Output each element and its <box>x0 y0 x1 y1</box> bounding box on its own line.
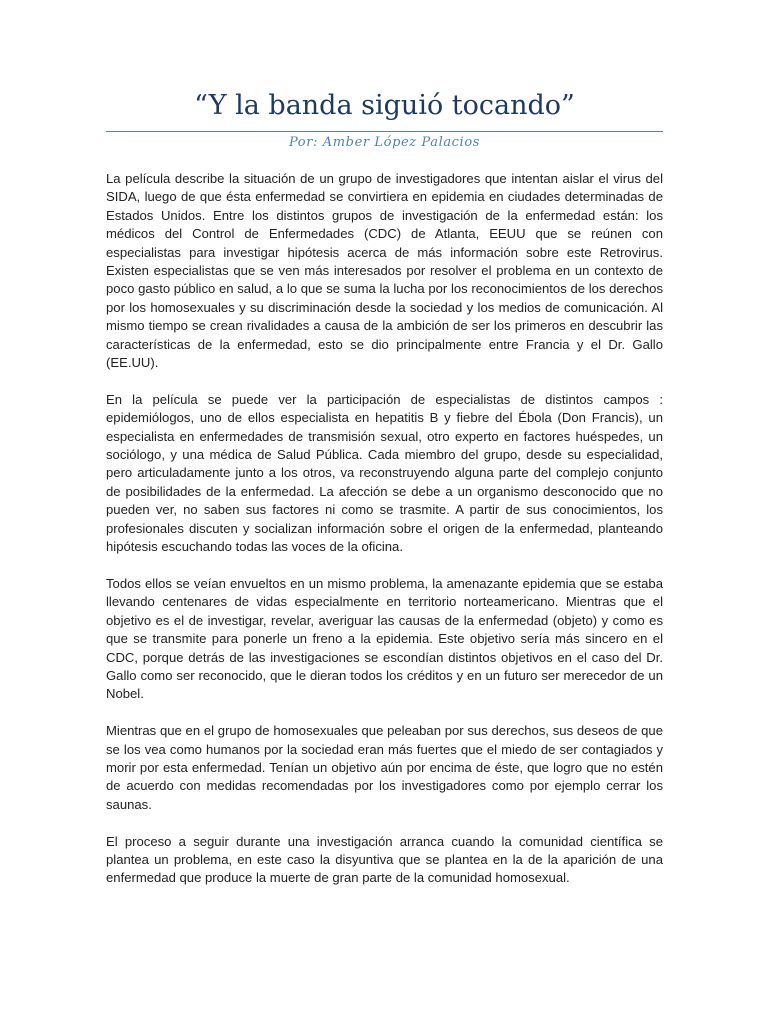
body-paragraph: Mientras que en el grupo de homosexuales que peleaban por sus derechos, sus deseos de que se los vea como humanos por la sociedad eran más fuertes que el miedo de ser contagiados y morir por esta enfermedad. Tenían un objetivo aún por encima de éste, que logro que no estén de acuerdo con medidas recomendadas por los investigadores como por ejemplo cerrar los saunas. <box>106 723 663 812</box>
body-paragraph: Todos ellos se veían envueltos en un mismo problema, la amenazante epidemia que se estaba llevando centenares de vidas especialmente en territorio norteamericano. Mientras que el objetivo es el de investigar, revelar, averiguar las causas de la enfermedad (objeto) y como es que se transmite para ponerle un freno a la epidemia. Este objetivo sería más sincero en el CDC, porque detrás de las investigaciones se escondían distintos objetivos en el caso del Dr. Gallo como ser reconocido, que le dieran todos los créditos y en un futuro ser merecedor de un Nobel. <box>106 575 663 702</box>
title-divider <box>106 131 663 132</box>
body-paragraph: El proceso a seguir durante una investigación arranca cuando la comunidad científica se plantea un problema, en este caso la disyuntiva que se plantea en la de la aparición de una enfermedad que produce la muerte de gran parte de la comunidad homosexual. <box>106 833 663 886</box>
document-body <box>106 170 663 906</box>
author-byline: Por: Amber López Palacios <box>288 135 481 150</box>
body-paragraph: La película describe la situación de un grupo de investigadores que intentan aislar el virus del SIDA, luego de que ésta enfermedad se convirtiera en epidemia en ciudades determinadas de Estados Unidos. Entre los distintos grupos de investigación de la enfermedad están: los médicos del Control de Enfermedades (CDC) de Atlanta, EEUU que se reúnen con especialistas para investigar hipótesis acerca de más información sobre este Retrovirus. Existen especialistas que se ven más interesados por resolver el problema en un contexto de poco gasto público en salud, a lo que se suma la lucha por los reconocimientos de los derechos por los homosexuales y su discriminación desde la sociedad y los medios de comunicación. Al mismo tiempo se crean rivalidades a causa de la ambición de ser los primeros en descubrir las características de la enfermedad, esto se dio principalmente entre Francia y el Dr. Gallo (EE.UU). <box>106 171 663 371</box>
document-title: “Y la banda siguió tocando” <box>194 90 575 121</box>
body-paragraph: En la película se puede ver la participación de especialistas de distintos campos : epidemiólogos, uno de ellos especialista en hepatitis B y fiebre del Ébola (Don Francis), un especialista en enfermedades de transmisión sexual, otro experto en factores huéspedes, un sociólogo, y una médica de Salud Pública. Cada miembro del grupo, desde su especialidad, pero articuladamente junto a los otros, va reconstruyendo alguna parte del complejo conjunto de posibilidades de la enfermedad. La afección se debe a un organismo desconocido que no pueden ver, no saben sus factores ni como se trasmite. A partir de sus conocimientos, los profesionales discuten y socializan información sobre el origen de la enfermedad, planteando hipótesis escuchando todas las voces de la oficina. <box>106 391 663 555</box>
